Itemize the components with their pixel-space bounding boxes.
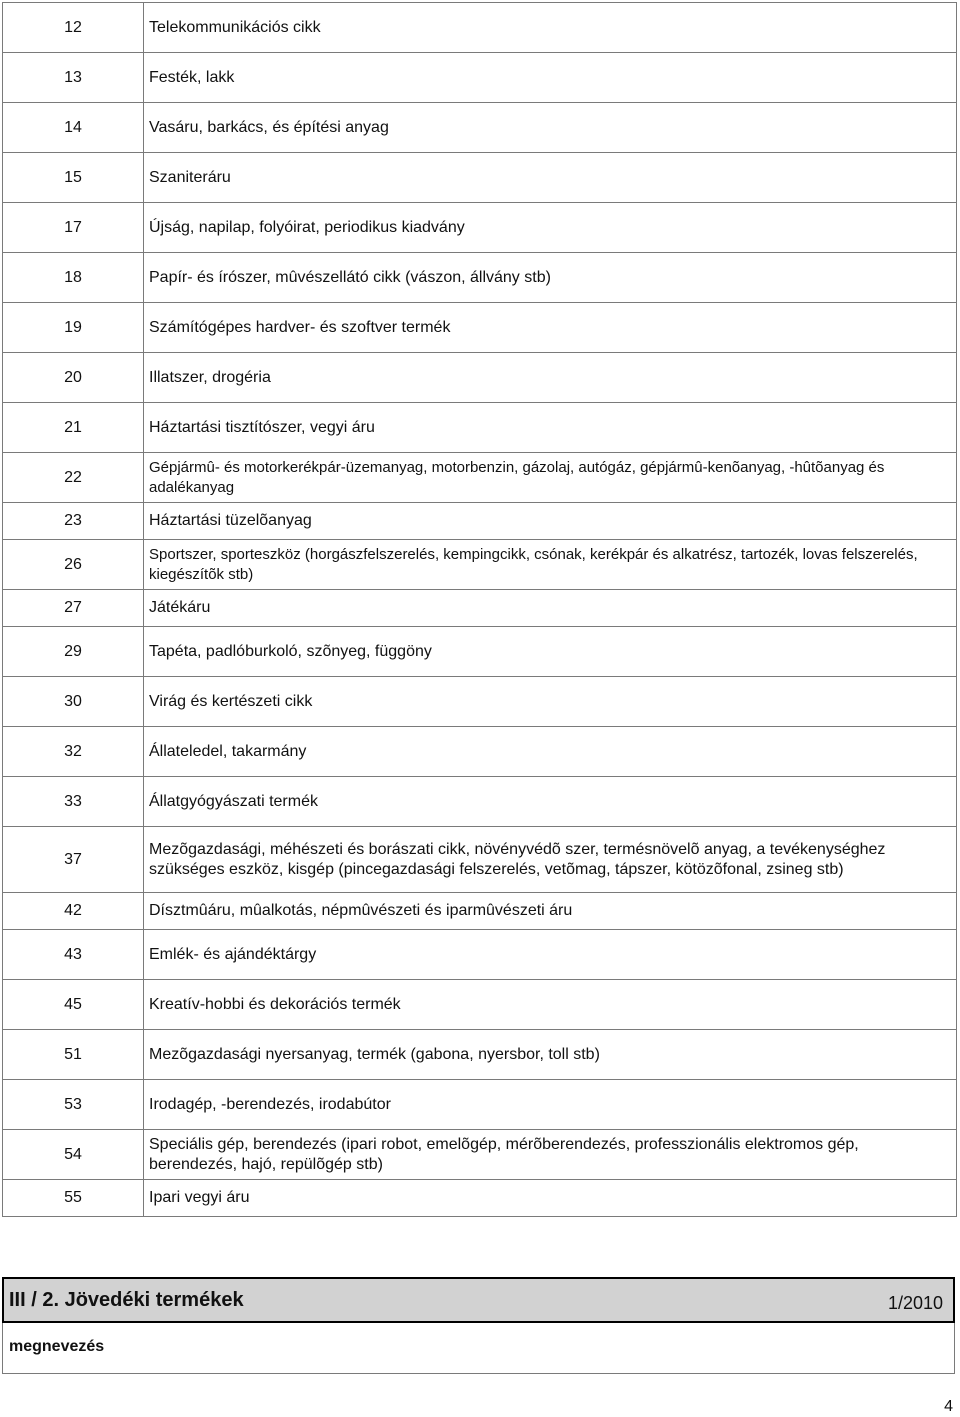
table-row <box>3 253 957 303</box>
table-row <box>3 453 957 503</box>
row-name: Állatgyógyászati termék <box>144 777 957 827</box>
row-name: Szaniteráru <box>144 153 957 203</box>
row-name: Vasáru, barkács, és építési anyag <box>144 103 957 153</box>
table-row <box>3 53 957 103</box>
table-row <box>3 1130 957 1180</box>
row-code: 53 <box>3 1080 144 1130</box>
table-row <box>3 540 957 590</box>
product-category-table <box>2 2 957 1217</box>
table-row <box>3 827 957 893</box>
row-code: 42 <box>3 893 144 930</box>
row-code: 22 <box>3 453 144 503</box>
table-row <box>3 930 957 980</box>
table-row <box>3 893 957 930</box>
section-header <box>2 1277 955 1323</box>
row-name: Mezõgazdasági nyersanyag, termék (gabona, nyersbor, toll stb) <box>144 1030 957 1080</box>
row-name: Gépjármû- és motorkerékpár-üzemanyag, motorbenzin, gázolaj, autógáz, gépjármû-kenõanyag, -hûtõanyag és adalékanyag <box>144 453 957 503</box>
row-name: Ipari vegyi áru <box>144 1180 957 1217</box>
row-code: 33 <box>3 777 144 827</box>
row-code: 12 <box>3 3 144 53</box>
table-row <box>3 403 957 453</box>
row-name: Tapéta, padlóburkoló, szõnyeg, függöny <box>144 627 957 677</box>
row-code: 20 <box>3 353 144 403</box>
row-code: 21 <box>3 403 144 453</box>
table-row <box>3 1180 957 1217</box>
table-row <box>3 303 957 353</box>
row-name: Kreatív-hobbi és dekorációs termék <box>144 980 957 1030</box>
table-row <box>3 203 957 253</box>
row-code: 54 <box>3 1130 144 1180</box>
row-code: 23 <box>3 503 144 540</box>
table-row <box>3 590 957 627</box>
row-code: 27 <box>3 590 144 627</box>
row-code: 18 <box>3 253 144 303</box>
page-number: 4 <box>944 1398 953 1415</box>
row-name: Háztartási tüzelõanyag <box>144 503 957 540</box>
row-code: 13 <box>3 53 144 103</box>
row-code: 17 <box>3 203 144 253</box>
row-code: 55 <box>3 1180 144 1217</box>
table-row <box>3 1030 957 1080</box>
row-name: Irodagép, -berendezés, irodabútor <box>144 1080 957 1130</box>
row-name: Mezõgazdasági, méhészeti és borászati cikk, növényvédõ szer, termésnövelõ anyag, a tevékenységhez szükséges eszköz, kisgép (pincegazdasági felszerelés, vetõmag, tápszer, kötözõfonal, zsineg stb) <box>144 827 957 893</box>
column-header-row <box>2 1323 955 1374</box>
table-row <box>3 1080 957 1130</box>
row-code: 19 <box>3 303 144 353</box>
row-code: 32 <box>3 727 144 777</box>
row-code: 30 <box>3 677 144 727</box>
row-name: Játékáru <box>144 590 957 627</box>
row-code: 15 <box>3 153 144 203</box>
row-name: Számítógépes hardver- és szoftver termék <box>144 303 957 353</box>
row-code: 29 <box>3 627 144 677</box>
row-name: Illatszer, drogéria <box>144 353 957 403</box>
row-name: Emlék- és ajándéktárgy <box>144 930 957 980</box>
section-title: III / 2. Jövedéki termékek <box>9 1289 244 1311</box>
row-code: 26 <box>3 540 144 590</box>
row-code: 45 <box>3 980 144 1030</box>
table-row <box>3 980 957 1030</box>
table-row <box>3 677 957 727</box>
row-name: Állateledel, takarmány <box>144 727 957 777</box>
row-name: Újság, napilap, folyóirat, periodikus kiadvány <box>144 203 957 253</box>
table-row <box>3 153 957 203</box>
row-code: 43 <box>3 930 144 980</box>
row-name: Dísztmûáru, mûalkotás, népmûvészeti és iparmûvészeti áru <box>144 893 957 930</box>
table-row <box>3 627 957 677</box>
row-name: Speciális gép, berendezés (ipari robot, emelõgép, mérõberendezés, professzionális elektromos gép, berendezés, hajó, repülõgép stb) <box>144 1130 957 1180</box>
row-name: Háztartási tisztítószer, vegyi áru <box>144 403 957 453</box>
row-name: Virág és kertészeti cikk <box>144 677 957 727</box>
section-code: 1/2010 <box>887 1293 943 1313</box>
table-row <box>3 3 957 53</box>
row-code: 37 <box>3 827 144 893</box>
row-code: 14 <box>3 103 144 153</box>
row-name: Papír- és írószer, mûvészellátó cikk (vászon, állvány stb) <box>144 253 957 303</box>
row-name: Telekommunikációs cikk <box>144 3 957 53</box>
table-row <box>3 727 957 777</box>
table-row <box>3 103 957 153</box>
table-row <box>3 503 957 540</box>
row-name: Sportszer, sporteszköz (horgászfelszerelés, kempingcikk, csónak, kerékpár és alkatrész, tartozék, lovas felszerelés, kiegészítõk stb) <box>144 540 957 590</box>
row-code: 51 <box>3 1030 144 1080</box>
row-name: Festék, lakk <box>144 53 957 103</box>
table-row <box>3 777 957 827</box>
table-row <box>3 353 957 403</box>
column-header-label: megnevezés <box>9 1338 105 1355</box>
